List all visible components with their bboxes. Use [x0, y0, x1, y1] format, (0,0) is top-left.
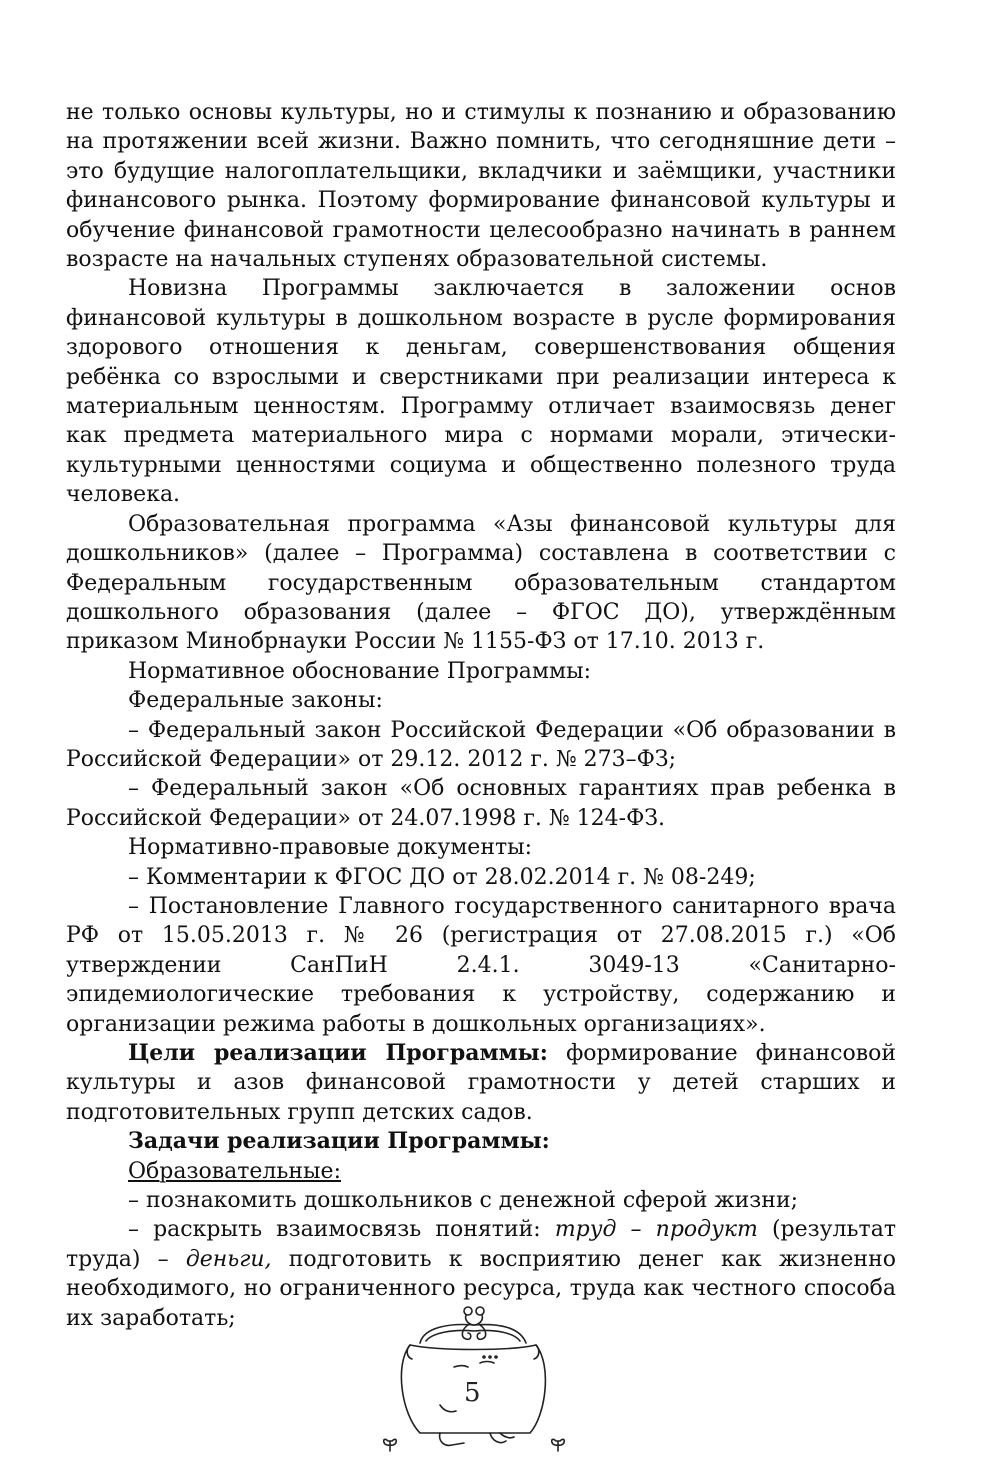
task-text-start: – раскрыть взаимосвязь понятий: — [128, 1217, 555, 1243]
paragraph-goals — [66, 1039, 896, 1127]
list-item-sanpin-resolution: – Постановление Главного государственного санитарного врача РФ от 15.05.2013 г. № 26 (регистрация от 27.08.2015 г.) «Об утверждении СанПиН 2.4.1. 3049-13 «Санитарно-эпидемиологические требования к устройству, содержанию и организации режима работы в дошкольных организациях». — [66, 893, 896, 1037]
goals-heading: Цели реализации Программы: — [128, 1040, 548, 1066]
list-item-law-child-rights: – Федеральный закон «Об основных гарантиях прав ребенка в Российской Федерации» от 24.07.1998 г. № 124-ФЗ. — [66, 776, 896, 831]
subheading-educational — [66, 1157, 896, 1186]
page-number: 5 — [464, 1378, 481, 1408]
page-body — [66, 98, 896, 1333]
paragraph-continuation: не только основы культуры, но и стимулы к познанию и образованию на протяжении всей жизни. Важно помнить, что сегодняшние дети – это будущие налогоплательщики, вкладчики и заёмщики, участники финансового рынка. Поэтому формирование финансовой культуры и обучение финансовой грамотности целесообразно начинать в раннем возрасте на начальных ступенях образовательной системы. — [66, 100, 896, 273]
heading-normative-basis: Нормативное обоснование Программы: — [128, 658, 592, 684]
term-product: продукт — [655, 1217, 758, 1243]
goals-text: формирование финансовой культуры и азов финансовой грамотности у детей старших и подготовительных групп детских садов. — [66, 1041, 896, 1125]
heading-federal-laws: Федеральные законы: — [128, 688, 383, 714]
list-item-fgos-comments: – Комментарии к ФГОС ДО от 28.02.2014 г. № 08-249; — [128, 864, 756, 890]
task-text-end: подготовить к восприятию денег как жизненно необходимого, но ограниченного ресурса, труда как честного способа их заработать; — [66, 1246, 896, 1331]
task-text-middle: (результат труда) – — [66, 1217, 896, 1272]
term-money: деньги, — [185, 1246, 272, 1272]
paragraph-novelty: Новизна Программы заключается в заложении основ финансовой культуры в дошкольном возрасте в русле формирования здорового отношения к деньгам, совершенствования общения ребёнка со взрослыми и сверстниками при реализации интереса к материальным ценностям. Программу отличает взаимосвязь денег как предмета материального мира с нормами морали, этически-культурными ценностями социума и общественно полезного труда человека. — [66, 276, 896, 508]
educational-label: Образовательные: — [128, 1158, 341, 1184]
term-dash: – — [616, 1217, 656, 1243]
list-item-money-sphere: – познакомить дошкольников с денежной сферой жизни; — [128, 1188, 799, 1214]
heading-legal-documents: Нормативно-правовые документы: — [128, 835, 533, 861]
paragraph-program-basis: Образовательная программа «Азы финансовой культуры для дошкольников» (далее – Программа) составлена в соответствии с Федеральным государственным образовательным стандартом дошкольного образования (далее – ФГОС ДО), утверждённым приказом Минобрнауки России № 1155-ФЗ от 17.10. 2013 г. — [66, 511, 896, 655]
list-item-law-education: – Федеральный закон Российской Федерации «Об образовании в Российской Федерации» от 29.12. 2012 г. № 273–ФЗ; — [66, 717, 896, 772]
heading-tasks: Задачи реализации Программы: — [128, 1128, 550, 1155]
term-labor: труд — [554, 1217, 617, 1243]
